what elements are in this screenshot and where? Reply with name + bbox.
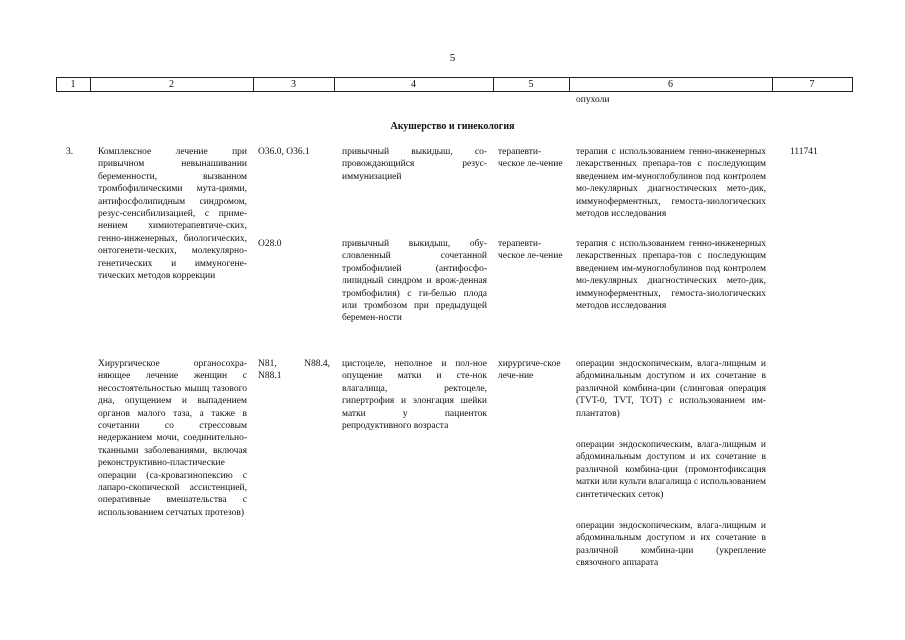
treatment-method-1: терапия с использованием генно-инженерных лекарственных препара-тов с последующим введением им-муноглобулинов под контролем мо-лекулярных диагностических мето-дик, иммуноферментных, гемоста-зиологических методов исследования [576, 147, 766, 220]
diagnosis-code-1: O36.0, O36.1 [258, 147, 310, 157]
continuation-text: опухоли [576, 95, 610, 105]
treatment-type-1: терапевти-ческое ле-чение [498, 147, 563, 170]
treatment-method-3c: операции эндоскопическим, влага-лищным и абдоминальным доступом и их сочетание в различной комбина-ции (укрепление связочного аппарата [576, 521, 766, 569]
treatment-method-3a: операции эндоскопическим, влага-лищным и абдоминальным доступом и их сочетание в различной комбина-ции (слинговая операция (TVT-0, TVT, TOT) с использованием им-плантатов) [576, 359, 766, 419]
treatment-method-2: терапия с использованием генно-инженерных лекарственных препара-тов с последующим введением им-муноглобулинов под контролем мо-лекулярных диагностических мето-дик, иммуноферментных, гемоста-зиологических методов исследования [576, 239, 766, 312]
patient-model-3: цистоцеле, неполное и пол-ное опущение матки и сте-нок влагалища, ректоцеле, гипертрофия и элонгация шейки матки у пациенток репродуктивного возраста [342, 359, 487, 432]
group-code: 111741 [790, 147, 818, 157]
diagnosis-code-3: N81, N88.4, N88.1 [258, 359, 330, 382]
column-header-2: 2 [169, 79, 174, 90]
column-header-5: 5 [528, 79, 534, 90]
column-header-4: 4 [411, 79, 416, 90]
section-title: Акушерство и гинекология [390, 121, 515, 132]
page-number: 5 [449, 52, 456, 64]
treatment-method-3b: операции эндоскопическим, влага-лищным и абдоминальным доступом и их сочетание в различной комбина-ции (промонтофиксация матки или культи влагалища с использованием синтетических сеток) [576, 440, 766, 500]
treatment-description-1: Комплексное лечение при привычном невынашивании беременности, вызванном тромбофилическими мута-циями, антифосфолипидным синдромом, резус-сенсибилизацией, с приме-нением химиотерапевтиче-ских, генно-инженерных, биологических, онтогенети-ческих, молекулярно-генетических и иммуногене-тических методов коррекции [98, 147, 247, 282]
treatment-type-2: терапевти-ческое ле-чение [498, 239, 563, 262]
column-separator [852, 77, 853, 91]
row-number: 3. [66, 147, 74, 157]
treatment-type-3: хирургиче-ское лече-ние [498, 359, 561, 382]
column-header-7: 7 [809, 79, 815, 90]
patient-model-1: привычный выкидыш, со-провождающийся резус-иммунизацией [342, 147, 487, 182]
column-header-3: 3 [291, 79, 296, 90]
column-header-1: 1 [70, 79, 76, 90]
treatment-description-2: Хирургическое органосохра-няющее лечение женщин с несостоятельностью мышц тазового дна, опущением и выпадением органов малого таза, а также в сочетании со стрессовым недержанием мочи, соединительно-тканными заболеваниями, включая реконструктивно-пластические операции (са-кровагинопексию с лапаро-скопической ассистенцией, оперативные вмешательства с использованием сетчатых протезов) [98, 359, 247, 518]
diagnosis-code-2: O28.0 [258, 239, 282, 249]
patient-model-2: привычный выкидыш, обу-словленный сочетанной тромбофилией (антифосфо-липидный синдром и врож-денная тромбофилия) с ги-белью плода или тромбозом при предыдущей беремен-ности [342, 239, 487, 324]
column-header-6: 6 [668, 79, 673, 90]
